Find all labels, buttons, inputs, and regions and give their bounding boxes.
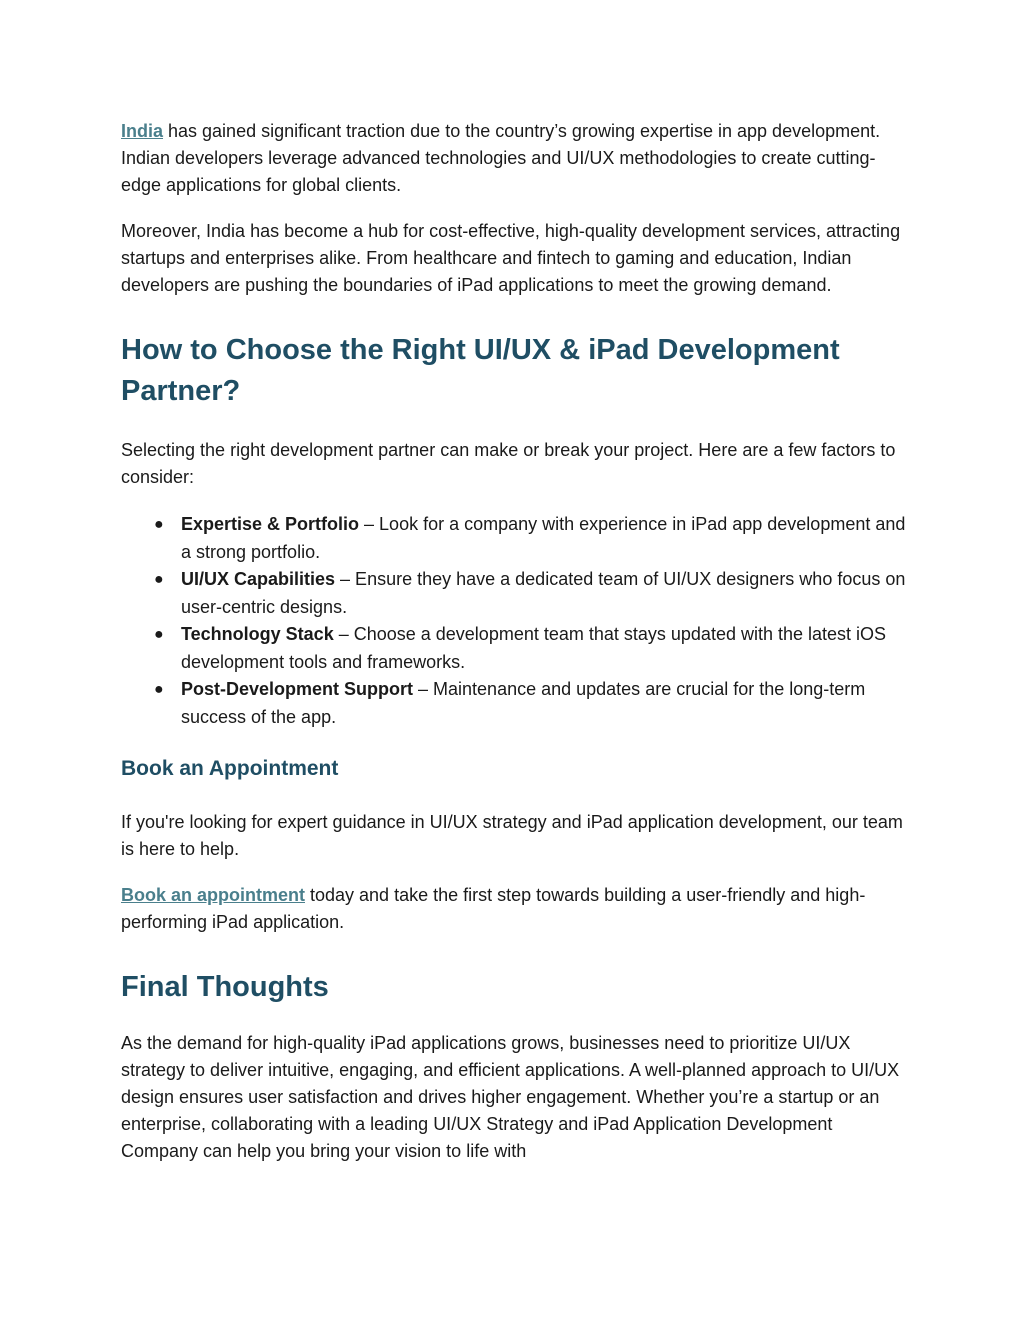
intro-paragraph-1-text: has gained significant traction due to the country’s growing expertise in app development. Indian developers leverage advanced technologies and UI/UX methodologies to create cutting-edge applications for global clients. [121, 121, 881, 195]
list-item [121, 676, 911, 731]
factors-list [121, 511, 911, 731]
book-appointment-paragraph: If you're looking for expert guidance in UI/UX strategy and iPad application development, our team is here to help. [121, 812, 903, 859]
factor-description: – Choose a development team that stays updated with the latest iOS development tools and frameworks. [181, 624, 887, 672]
factor-description: – Maintenance and updates are crucial for the long-term success of the app. [181, 679, 866, 727]
bullet-icon: ● [154, 516, 164, 533]
factor-title: UI/UX Capabilities [181, 569, 336, 589]
bullet-icon: ● [154, 626, 164, 643]
factor-title: Technology Stack [181, 624, 334, 644]
book-appointment-link[interactable]: Book an appointment [121, 885, 305, 905]
factor-description: – Ensure they have a dedicated team of UI/UX designers who focus on user-centric designs. [181, 569, 906, 617]
bullet-icon: ● [154, 571, 164, 588]
final-thoughts-paragraph: As the demand for high-quality iPad applications grows, businesses need to prioritize UI/UX strategy to deliver intuitive, engaging, and efficient applications. A well-planned approach to UI/UX design ensures user satisfaction and drives higher engagement. Whether you’re a startup or an enterprise, collaborating with a leading UI/UX Strategy and iPad Application Development Company can help you bring your vision to life with [121, 1033, 900, 1161]
india-link[interactable]: India [121, 121, 164, 141]
final-thoughts-heading: Final Thoughts [121, 971, 329, 1003]
choose-partner-heading: How to Choose the Right UI/UX & iPad Development Partner? [121, 334, 840, 407]
factor-title: Expertise & Portfolio [181, 514, 360, 534]
factor-description: – Look for a company with experience in iPad app development and a strong portfolio. [181, 514, 906, 562]
choose-partner-intro: Selecting the right development partner can make or break your project. Here are a few factors to consider: [121, 440, 896, 487]
bullet-icon: ● [154, 681, 164, 698]
factor-title: Post-Development Support [181, 679, 414, 699]
book-appointment-cta-paragraph [121, 882, 911, 936]
list-item [121, 511, 911, 566]
intro-paragraph-1 [121, 118, 911, 199]
intro-paragraph-2: Moreover, India has become a hub for cost-effective, high-quality development services, attracting startups and enterprises alike. From healthcare and fintech to gaming and education, Indian developers are pushing the boundaries of iPad applications to meet the growing demand. [121, 221, 901, 295]
list-item [121, 621, 911, 676]
list-item [121, 566, 911, 621]
book-appointment-cta-text: today and take the first step towards building a user-friendly and high-performing iPad application. [121, 885, 866, 932]
book-appointment-heading: Book an Appointment [121, 757, 339, 780]
document-body [121, 118, 911, 1165]
